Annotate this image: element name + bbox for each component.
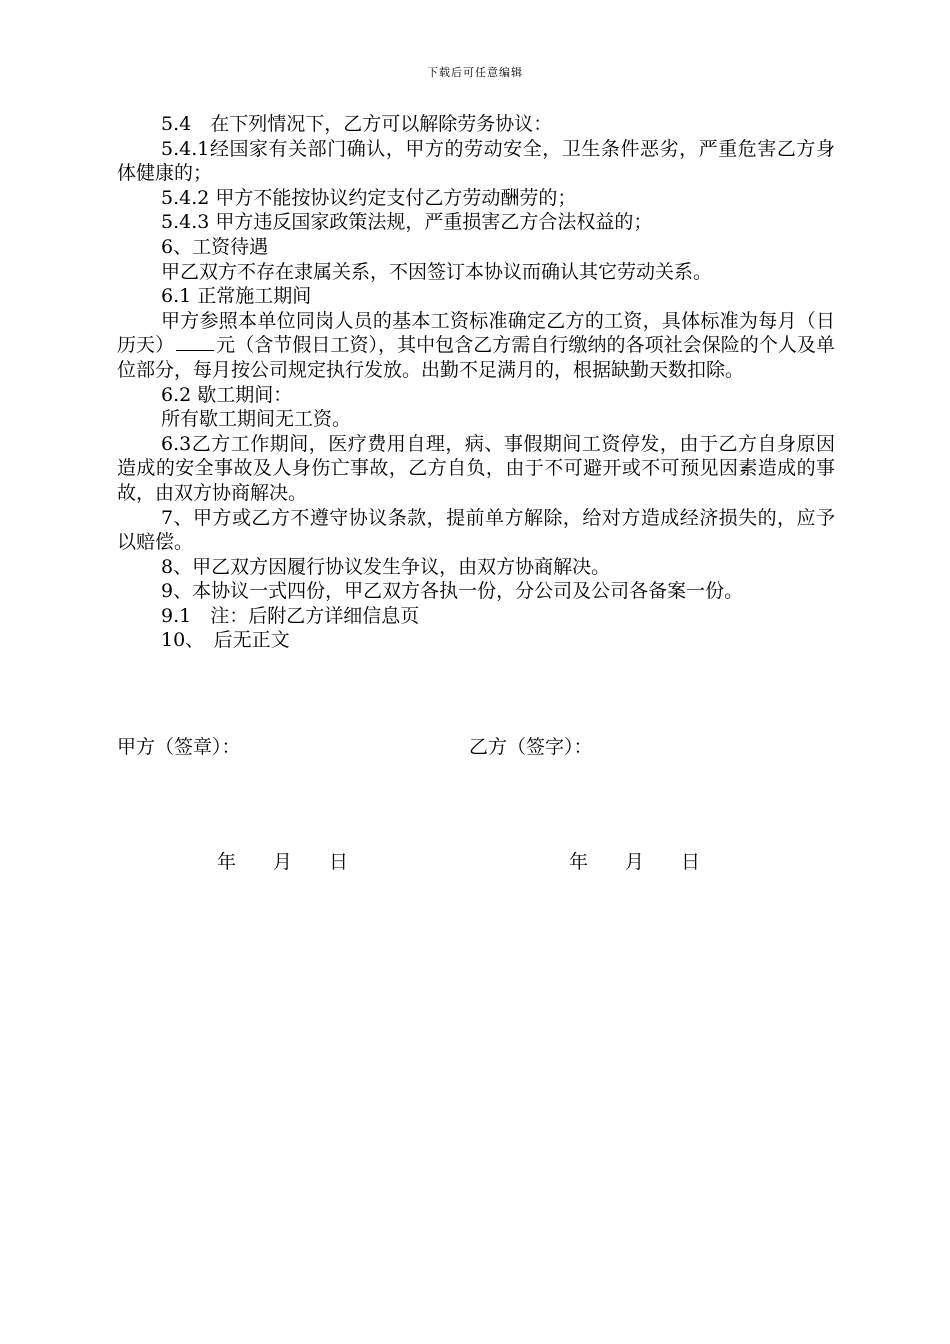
party-a-date-day: 日 [329,851,349,873]
date-row [117,849,835,875]
clause-7: 7、甲方或乙方不遵守协议条款，提前单方解除，给对方造成经济损失的，应予以赔偿。 [117,506,835,554]
party-b-date [569,849,700,875]
clause-6-3: 6.3乙方工作期间，医疗费用自理，病、事假期间工资停发，由于乙方自身原因造成的安全事故及人身伤亡事故，乙方自负，由于不可避开或不可预见因素造成的事故，由双方协商解决。 [117,432,835,504]
clause-10: 10、 后无正文 [161,629,290,652]
wage-amount-blank [176,334,214,351]
clause-6-heading: 6、工资待遇 [161,235,269,258]
party-b-date-month: 月 [625,851,645,873]
clause-6-2-text: 所有歇工期间无工资。 [161,408,352,431]
clause-6-1-wage [117,309,835,383]
clause-6-2-heading: 6.2 歇工期间： [161,383,293,406]
clause-6-1-heading: 6.1 正常施工期间 [161,285,312,308]
clause-5-4-2: 5.4.2 甲方不能按协议约定支付乙方劳动酬劳的； [161,186,577,209]
clause-8: 8、甲乙双方因履行协议发生争议，由双方协商解决。 [161,555,611,578]
clause-6-intro: 甲乙双方不存在隶属关系，不因签订本协议而确认其它劳动关系。 [161,260,713,283]
party-a-date-month: 月 [273,851,293,873]
clause-9: 9、本协议一式四份，甲乙双方各执一份，分公司及公司各备案一份。 [161,580,744,603]
party-b-signature-label: 乙方（签字）： [469,736,593,758]
wage-text-after: 元（含节假日工资），其中包含乙方需自行缴纳的各项社会保险的个人及单位部分，每月按公司规定执行发放。出勤不足满月的，根据缺勤天数扣除。 [117,334,835,381]
wage-text-before: 甲方参照本单位同岗人员的基本工资标准确定乙方的工资，具体标准为每月（日历天） [117,309,835,357]
party-a-date-year: 年 [217,851,237,873]
party-b-date-year: 年 [569,851,589,873]
clause-5-4: 5.4 在下列情况下，乙方可以解除劳务协议： [161,113,553,135]
page-header-note: 下载后可任意编辑 [427,66,523,79]
clause-5-4-1: 5.4.1经国家有关部门确认，甲方的劳动安全，卫生条件恶劣，严重危害乙方身体健康的； [117,137,835,185]
party-b-date-day: 日 [681,851,701,873]
signature-row [117,734,835,760]
contract-body [117,112,835,653]
party-a-signature-label: 甲方（签章）： [117,736,241,758]
clause-9-1: 9.1 注：后附乙方详细信息页 [161,604,420,627]
party-a-date [217,849,348,875]
clause-5-4-3: 5.4.3 甲方违反国家政策法规，严重损害乙方合法权益的； [161,211,653,234]
